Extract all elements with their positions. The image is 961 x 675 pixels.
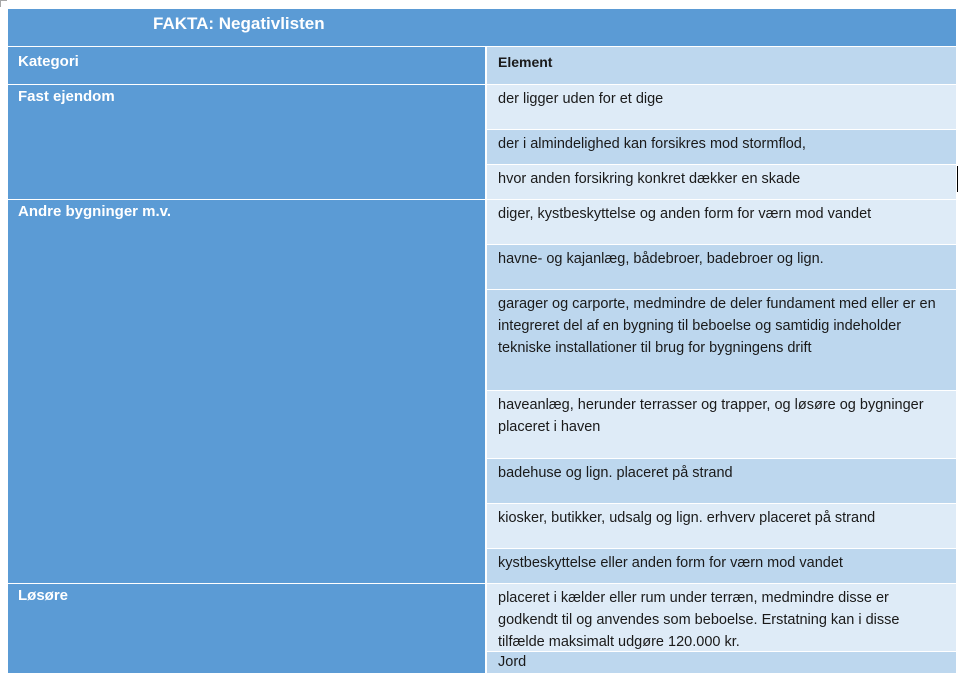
- column-header-category: Kategori: [8, 47, 487, 85]
- element-cell: kystbeskyttelse eller anden form for værn mod vandet: [487, 549, 956, 584]
- element-cell: hvor anden forsikring konkret dækker en skade: [487, 165, 956, 200]
- negative-list-table: [8, 9, 956, 674]
- element-cell: badehuse og lign. placeret på strand: [487, 459, 956, 504]
- page-corner-mark: [0, 0, 7, 7]
- category-cell: Andre bygninger m.v.: [8, 200, 487, 584]
- element-cell: der i almindelighed kan forsikres mod stormflod,: [487, 130, 956, 165]
- table-title: FAKTA: Negativlisten: [8, 9, 956, 47]
- element-cell: havne- og kajanlæg, bådebroer, badebroer og lign.: [487, 245, 956, 290]
- text-cursor: [957, 166, 958, 192]
- element-cell: der ligger uden for et dige: [487, 85, 956, 130]
- element-cell: haveanlæg, herunder terrasser og trapper, og løsøre og bygninger placeret i haven: [487, 391, 956, 459]
- element-cell: Jord: [487, 652, 956, 674]
- table-row: [8, 85, 956, 200]
- table-row: [8, 584, 956, 674]
- element-cell: garager og carporte, medmindre de deler fundament med eller er en integreret del af en bygning til beboelse og samtidig indeholder tekniske installationer til brug for bygningens drift: [487, 290, 956, 391]
- element-cell: diger, kystbeskyttelse og anden form for værn mod vandet: [487, 200, 956, 245]
- column-header-element: Element: [487, 47, 956, 85]
- table-header-row: [8, 47, 956, 85]
- element-cell: kiosker, butikker, udsalg og lign. erhverv placeret på strand: [487, 504, 956, 549]
- element-cell: placeret i kælder eller rum under terræn, medmindre disse er godkendt til og anvendes som beboelse. Erstatning kan i disse tilfælde maksimalt udgøre 120.000 kr.: [487, 584, 956, 652]
- table-row: [8, 200, 956, 584]
- category-cell: Løsøre: [8, 584, 487, 674]
- category-cell: Fast ejendom: [8, 85, 487, 200]
